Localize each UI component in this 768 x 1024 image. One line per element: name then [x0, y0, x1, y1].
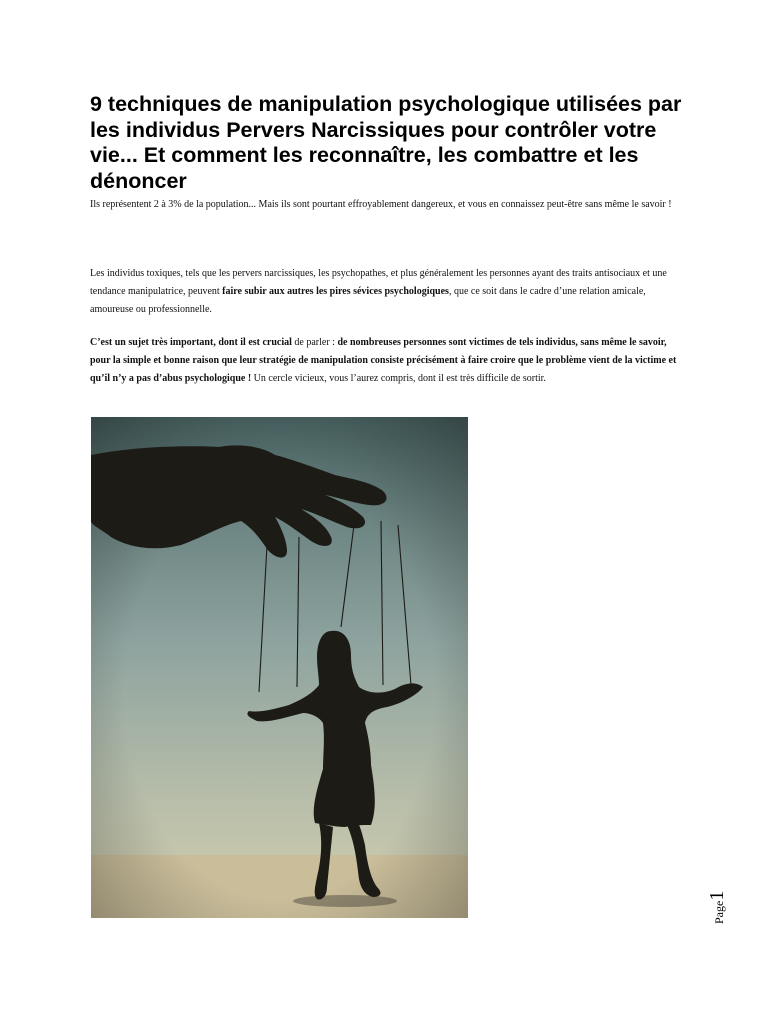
- page-number: [706, 880, 750, 924]
- paragraph-1-text-end: , que ce soit dans le cadre d’une relation amicale, amoureuse ou professionnelle.: [90, 286, 646, 315]
- intro-text: Ils représentent 2 à 3% de la population... Mais ils sont pourtant effroyablement dangereux, et vous en connaissez peut-être sans même le savoir !: [90, 199, 672, 210]
- paragraph-2-emphasis-1: C’est un sujet très important, dont il est crucial: [90, 337, 292, 348]
- woman-shadow: [293, 895, 397, 907]
- page-number-label: Page: [712, 900, 726, 924]
- paragraph-1-emphasis: faire subir aux autres les pires sévices psychologiques: [222, 286, 449, 297]
- page-number-value: 1: [706, 890, 728, 901]
- paragraph-2-emphasis-2: de nombreuses personnes sont victimes de tels individus, sans même le savoir, pour la simple et bonne raison que leur stratégie de manipulation consiste précisément à faire croire que le problème vient de la victime et qu’il n’y a pas d’abus psychologique !: [90, 337, 677, 384]
- paragraph-1: [90, 265, 690, 319]
- paragraph-2-text-end: Un cercle vicieux, vous l’aurez compris, dont il est très difficile de sortir.: [251, 373, 546, 384]
- paragraph-2: [90, 334, 680, 388]
- page-title: 9 techniques de manipulation psychologique utilisées par les individus Pervers Narcissiques pour contrôler votre vie... Et comment les reconnaître, les combattre et les dénoncer: [90, 92, 682, 193]
- paragraph-2-text: de parler :: [291, 337, 338, 348]
- paragraph-1-text: Les individus toxiques, tels que les pervers narcissiques, les psychopathes, et plus généralement les personnes ayant des traits antisociaux et une tendance manipulatrice, peuvent: [90, 268, 667, 297]
- puppet-illustration: [91, 417, 468, 918]
